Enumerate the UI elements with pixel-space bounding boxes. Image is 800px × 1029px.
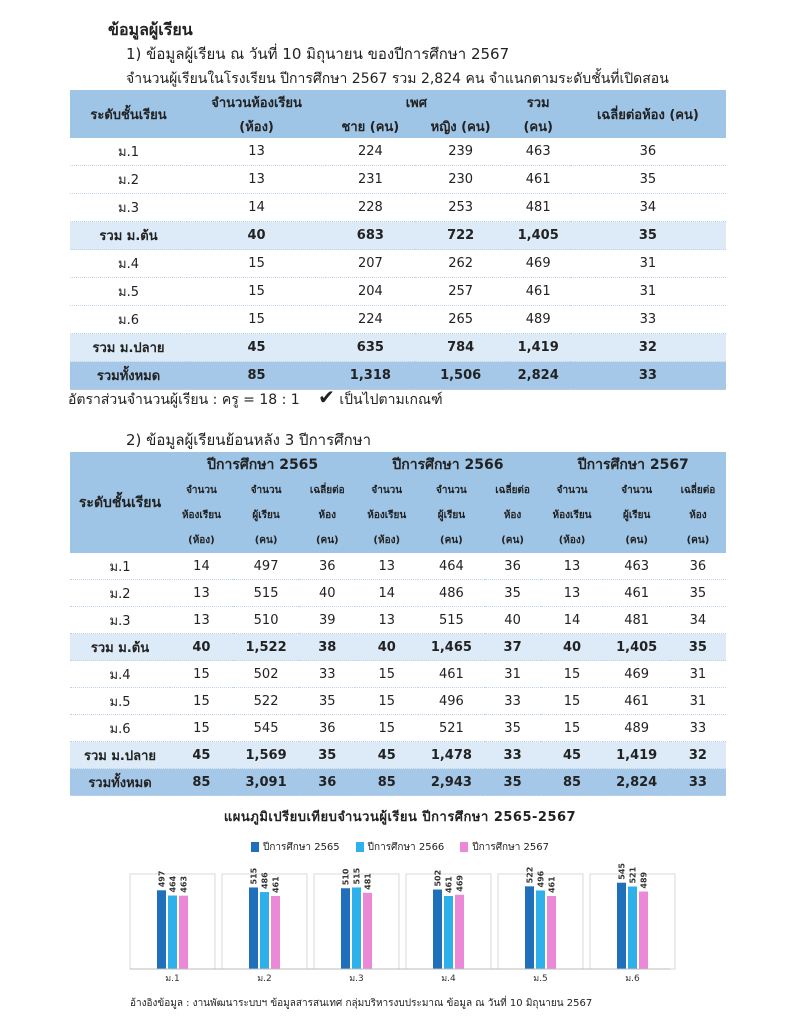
cell-value: 39: [299, 607, 355, 634]
category-label: ม.1: [165, 974, 180, 984]
cell-avg: 34: [570, 194, 726, 222]
col-total-unit: (คน): [507, 114, 570, 138]
cell-value: 33: [485, 688, 541, 715]
cell-total: 463: [507, 138, 570, 166]
subheader-line: ผู้เรียน: [437, 510, 466, 521]
bar: [352, 887, 361, 969]
cell-value: 13: [355, 607, 418, 634]
col-level-2: ระดับชั้นเรียน: [70, 452, 170, 553]
cell-value: 36: [299, 553, 355, 580]
cell-value: 522: [233, 688, 299, 715]
subheader-line: ห้อง: [503, 510, 522, 521]
bar: [271, 896, 280, 969]
students-2567-table: [70, 90, 726, 390]
cell-value: 40: [541, 634, 604, 661]
col-rooms: จำนวนห้องเรียน: [187, 90, 326, 114]
bar: [455, 895, 464, 969]
cell-male: 683: [326, 222, 415, 250]
subheader-line: ผู้เรียน: [623, 510, 651, 521]
cell-avg: 31: [570, 250, 726, 278]
data-label: 521: [628, 866, 638, 884]
cell-level: ม.3: [70, 607, 170, 634]
bar: [536, 890, 545, 969]
cell-value: 15: [355, 661, 418, 688]
cell-level: ม.5: [70, 688, 170, 715]
data-label: 515: [249, 867, 259, 885]
category-label: ม.3: [349, 974, 364, 984]
cell-rooms: 15: [187, 278, 326, 306]
cell-value: 35: [670, 580, 726, 607]
cell-value: 469: [603, 661, 669, 688]
data-label: 469: [455, 875, 465, 892]
subheader-line: ห้องเรียน: [552, 510, 592, 521]
cell-avg: 36: [570, 138, 726, 166]
students-2567-body: [70, 138, 726, 390]
cell-female: 230: [415, 166, 507, 194]
table-row: [70, 688, 726, 715]
data-label: 545: [617, 863, 627, 880]
bar: [249, 887, 258, 969]
cell-value: 15: [541, 661, 604, 688]
legend-label: ปีการศึกษา 2567: [472, 842, 549, 853]
legend-item: [460, 842, 549, 853]
cell-value: 1,478: [418, 742, 484, 769]
ratio-text: อัตราส่วนจำนวนผู้เรียน : ครู = 18 : 1: [68, 392, 300, 408]
bar: [547, 896, 556, 969]
students-3year-table: [70, 452, 726, 796]
cell-value: 36: [670, 553, 726, 580]
legend-swatch: [460, 842, 468, 852]
cell-value: 13: [170, 607, 233, 634]
cell-level: รวมทั้งหมด: [70, 769, 170, 796]
year-2566-header: ปีการศึกษา 2566: [355, 452, 540, 478]
cell-value: 15: [170, 661, 233, 688]
table-row: [70, 607, 726, 634]
cell-value: 481: [603, 607, 669, 634]
subheader-line: ห้อง: [689, 510, 707, 521]
data-label: 464: [168, 875, 178, 893]
table-row: [70, 769, 726, 796]
cell-value: 14: [355, 580, 418, 607]
cell-rooms: 85: [187, 362, 326, 390]
cell-level: ม.6: [70, 306, 187, 334]
cell-value: 35: [299, 742, 355, 769]
cell-total: 2,824: [507, 362, 570, 390]
cell-level: ม.1: [70, 553, 170, 580]
data-label: 481: [363, 873, 373, 890]
cell-value: 35: [299, 688, 355, 715]
bar: [525, 886, 534, 969]
cell-value: 35: [485, 580, 541, 607]
cell-female: 262: [415, 250, 507, 278]
cell-value: 15: [355, 688, 418, 715]
data-label: 510: [341, 868, 351, 886]
cell-value: 45: [170, 742, 233, 769]
section-1-title: 1) ข้อมูลผู้เรียน ณ วันที่ 10 มิถุนายน ของปีการศึกษา 2567: [126, 45, 510, 63]
cell-value: 14: [170, 553, 233, 580]
col-rooms-unit: (ห้อง): [187, 114, 326, 138]
subheader-line: เฉลี่ยต่อ: [309, 485, 345, 496]
section-2-title: 2) ข้อมูลผู้เรียนย้อนหลัง 3 ปีการศึกษา: [126, 431, 372, 449]
cell-level: ม.2: [70, 166, 187, 194]
cell-level: ม.2: [70, 580, 170, 607]
bar: [260, 892, 269, 969]
subheader-line: เฉลี่ยต่อ: [495, 485, 530, 496]
bar: [444, 896, 453, 969]
table-row: [70, 742, 726, 769]
table-row: [70, 634, 726, 661]
cell-total: 461: [507, 278, 570, 306]
cell-value: 35: [485, 715, 541, 742]
table-row: [70, 278, 726, 306]
cell-rooms: 40: [187, 222, 326, 250]
chart-legend: [0, 840, 800, 855]
cell-male: 635: [326, 334, 415, 362]
cell-avg: 32: [570, 334, 726, 362]
cell-level: รวม ม.ปลาย: [70, 742, 170, 769]
col-female: หญิง (คน): [415, 114, 507, 138]
cell-male: 1,318: [326, 362, 415, 390]
table-row: [70, 250, 726, 278]
cell-value: 502: [233, 661, 299, 688]
cell-rooms: 45: [187, 334, 326, 362]
col-male: ชาย (คน): [326, 114, 415, 138]
cell-value: 15: [355, 715, 418, 742]
cell-value: 496: [418, 688, 484, 715]
subheader-line: จำนวน: [435, 485, 467, 496]
cell-total: 481: [507, 194, 570, 222]
cell-rooms: 13: [187, 138, 326, 166]
cell-level: รวม ม.ต้น: [70, 222, 187, 250]
cell-value: 461: [418, 661, 484, 688]
subheader-cell: [603, 478, 669, 553]
subheader-cell: [170, 478, 233, 553]
data-label: 461: [271, 876, 281, 894]
cell-value: 1,419: [603, 742, 669, 769]
subheader-line: (คน): [254, 535, 278, 546]
cell-value: 36: [485, 553, 541, 580]
subheader-cell: [541, 478, 604, 553]
cell-value: 15: [541, 715, 604, 742]
cell-total: 1,405: [507, 222, 570, 250]
cell-total: 489: [507, 306, 570, 334]
data-label: 515: [352, 867, 362, 885]
data-label: 496: [536, 870, 546, 888]
cell-value: 38: [299, 634, 355, 661]
page-heading: ข้อมูลผู้เรียน: [108, 20, 193, 39]
subheader-line: จำนวน: [186, 485, 217, 496]
cell-level: รวม ม.ต้น: [70, 634, 170, 661]
cell-level: ม.6: [70, 715, 170, 742]
cell-value: 33: [299, 661, 355, 688]
table-row: [70, 222, 726, 250]
cell-value: 31: [670, 688, 726, 715]
cell-value: 40: [485, 607, 541, 634]
cell-value: 13: [541, 580, 604, 607]
cell-level: ม.1: [70, 138, 187, 166]
cell-male: 231: [326, 166, 415, 194]
cell-value: 515: [418, 607, 484, 634]
cell-value: 31: [670, 661, 726, 688]
legend-label: ปีการศึกษา 2565: [263, 842, 340, 853]
category-label: ม.6: [625, 974, 640, 984]
subheader-line: ห้องเรียน: [367, 510, 407, 521]
cell-value: 85: [170, 769, 233, 796]
cell-rooms: 13: [187, 166, 326, 194]
cell-value: 1,405: [603, 634, 669, 661]
cell-value: 510: [233, 607, 299, 634]
legend-item: [251, 842, 340, 853]
subheader-line: ห้องเรียน: [181, 510, 221, 521]
cell-level: ม.4: [70, 250, 187, 278]
source-footnote: อ้างอิงข้อมูล : งานพัฒนาระบบฯ ข้อมูลสารสนเทศ กลุ่มบริหารงบประมาณ ข้อมูล ณ วันที่ 10 มิถุนายน 2567: [130, 998, 593, 1009]
data-label: 486: [260, 872, 270, 890]
cell-value: 2,943: [418, 769, 484, 796]
cell-value: 15: [170, 688, 233, 715]
subheader-line: จำนวน: [250, 485, 282, 496]
subheader-line: (คน): [315, 535, 339, 546]
cell-value: 489: [603, 715, 669, 742]
col-sex: เพศ: [326, 90, 507, 114]
bar: [341, 888, 350, 969]
cell-avg: 35: [570, 222, 726, 250]
cell-rooms: 15: [187, 250, 326, 278]
cell-value: 15: [541, 688, 604, 715]
subheader-cell: [418, 478, 484, 553]
subheader-line: ห้อง: [318, 510, 337, 521]
cell-female: 239: [415, 138, 507, 166]
subheader-cell: [485, 478, 541, 553]
cell-rooms: 15: [187, 306, 326, 334]
col-avg: เฉลี่ยต่อห้อง (คน): [570, 90, 726, 138]
check-icon: ✔: [318, 385, 335, 409]
cell-total: 469: [507, 250, 570, 278]
bar: [168, 896, 177, 969]
col-level: ระดับชั้นเรียน: [70, 90, 187, 138]
bar: [617, 883, 626, 969]
ratio-note: เป็นไปตามเกณฑ์: [339, 392, 443, 408]
category-label: ม.5: [533, 974, 548, 984]
ratio-line: [68, 385, 443, 411]
cell-value: 13: [355, 553, 418, 580]
table-row: [70, 553, 726, 580]
cell-value: 31: [485, 661, 541, 688]
students-bar-chart: [120, 862, 680, 992]
cell-level: รวมทั้งหมด: [70, 362, 187, 390]
subheader-line: จำนวน: [556, 485, 588, 496]
bar: [179, 896, 188, 969]
table-row: [70, 194, 726, 222]
cell-value: 521: [418, 715, 484, 742]
cell-value: 85: [355, 769, 418, 796]
cell-value: 461: [603, 580, 669, 607]
bar: [628, 887, 637, 969]
cell-value: 33: [670, 769, 726, 796]
cell-female: 722: [415, 222, 507, 250]
cell-value: 40: [299, 580, 355, 607]
cell-value: 36: [299, 769, 355, 796]
cell-value: 13: [170, 580, 233, 607]
cell-value: 1,465: [418, 634, 484, 661]
subheader-line: (ห้อง): [558, 535, 586, 546]
cell-total: 1,419: [507, 334, 570, 362]
data-label: 463: [179, 875, 189, 893]
cell-female: 784: [415, 334, 507, 362]
legend-swatch: [251, 842, 259, 852]
cell-female: 1,506: [415, 362, 507, 390]
cell-avg: 31: [570, 278, 726, 306]
cell-male: 207: [326, 250, 415, 278]
table-row: [70, 661, 726, 688]
legend-item: [356, 842, 445, 853]
subheader-cell: [299, 478, 355, 553]
subheader-line: (ห้อง): [188, 535, 215, 546]
table-row: [70, 580, 726, 607]
table-row: [70, 306, 726, 334]
cell-value: 3,091: [233, 769, 299, 796]
cell-value: 32: [670, 742, 726, 769]
cell-male: 224: [326, 306, 415, 334]
category-label: ม.4: [441, 974, 456, 984]
subheader-line: (คน): [440, 535, 463, 546]
data-label: 461: [444, 876, 454, 894]
data-label: 502: [433, 869, 443, 887]
cell-avg: 35: [570, 166, 726, 194]
bar: [433, 890, 442, 969]
table-row: [70, 715, 726, 742]
cell-value: 15: [170, 715, 233, 742]
cell-value: 33: [670, 715, 726, 742]
bar: [157, 890, 166, 969]
cell-female: 257: [415, 278, 507, 306]
cell-value: 14: [541, 607, 604, 634]
cell-avg: 33: [570, 306, 726, 334]
cell-value: 45: [541, 742, 604, 769]
cell-value: 486: [418, 580, 484, 607]
subheader-line: (ห้อง): [373, 535, 401, 546]
subheader-line: ผู้เรียน: [252, 510, 280, 521]
subheader-line: (คน): [501, 535, 524, 546]
data-label: 497: [157, 870, 167, 888]
cell-level: รวม ม.ปลาย: [70, 334, 187, 362]
subheader-cell: [233, 478, 299, 553]
cell-value: 515: [233, 580, 299, 607]
year-2567-header: ปีการศึกษา 2567: [541, 452, 726, 478]
cell-level: ม.3: [70, 194, 187, 222]
cell-value: 463: [603, 553, 669, 580]
cell-value: 85: [541, 769, 604, 796]
cell-value: 36: [299, 715, 355, 742]
cell-total: 461: [507, 166, 570, 194]
cell-value: 2,824: [603, 769, 669, 796]
cell-value: 33: [485, 742, 541, 769]
cell-male: 204: [326, 278, 415, 306]
cell-female: 253: [415, 194, 507, 222]
legend-label: ปีการศึกษา 2566: [367, 842, 445, 853]
cell-male: 224: [326, 138, 415, 166]
cell-value: 497: [233, 553, 299, 580]
data-label: 522: [525, 866, 535, 884]
subheader-line: เฉลี่ยต่อ: [680, 485, 716, 496]
cell-value: 37: [485, 634, 541, 661]
table-row: [70, 334, 726, 362]
cell-female: 265: [415, 306, 507, 334]
students-3year-body: [70, 553, 726, 796]
bar: [363, 893, 372, 969]
year-2565-header: ปีการศึกษา 2565: [170, 452, 355, 478]
subheader-line: (คน): [686, 535, 710, 546]
cell-level: ม.5: [70, 278, 187, 306]
cell-value: 34: [670, 607, 726, 634]
cell-value: 1,522: [233, 634, 299, 661]
cell-value: 40: [355, 634, 418, 661]
data-label: 489: [639, 871, 649, 889]
data-label: 461: [547, 876, 557, 894]
category-label: ม.2: [257, 974, 272, 984]
subheader-line: (คน): [625, 535, 648, 546]
cell-level: ม.4: [70, 661, 170, 688]
cell-value: 461: [603, 688, 669, 715]
subheader-line: จำนวน: [621, 485, 653, 496]
cell-value: 45: [355, 742, 418, 769]
chart-title: แผนภูมิเปรียบเทียบจำนวนผู้เรียน ปีการศึกษา 2565-2567: [223, 810, 577, 825]
cell-value: 35: [485, 769, 541, 796]
cell-value: 1,569: [233, 742, 299, 769]
cell-value: 40: [170, 634, 233, 661]
cell-value: 35: [670, 634, 726, 661]
table-row: [70, 166, 726, 194]
legend-swatch: [356, 842, 364, 852]
table-row: [70, 138, 726, 166]
subheader-cell: [355, 478, 418, 553]
cell-value: 545: [233, 715, 299, 742]
cell-rooms: 14: [187, 194, 326, 222]
cell-value: 13: [541, 553, 604, 580]
cell-male: 228: [326, 194, 415, 222]
section-1-caption: จำนวนผู้เรียนในโรงเรียน ปีการศึกษา 2567 รวม 2,824 คน จำแนกตามระดับชั้นที่เปิดสอน: [126, 71, 669, 87]
subheader-line: จำนวน: [371, 485, 403, 496]
bar: [639, 892, 648, 969]
subheader-cell: [670, 478, 726, 553]
cell-avg: 33: [570, 362, 726, 390]
col-total: รวม: [507, 90, 570, 114]
cell-value: 464: [418, 553, 484, 580]
